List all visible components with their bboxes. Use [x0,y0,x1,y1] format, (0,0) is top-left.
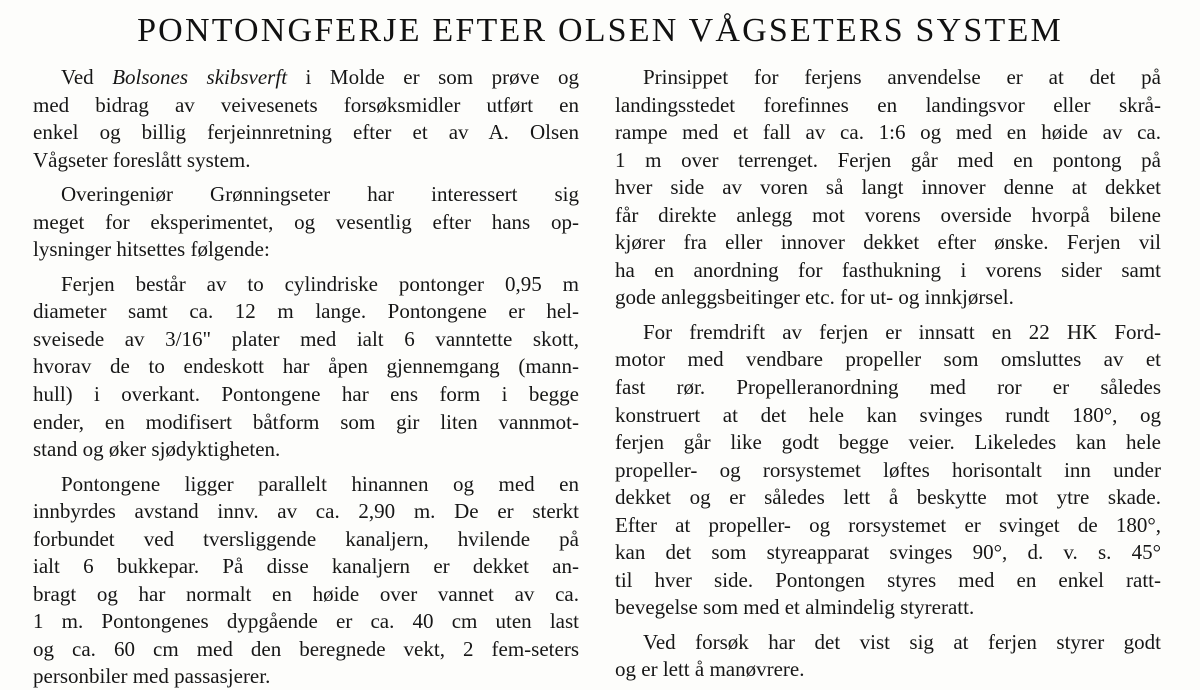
text-line: motor med vendbare propeller som omsluttes av et [615,347,1161,372]
text-line: bragt og har normalt en høide over vannet av ca. [33,581,579,606]
text-line: Pontongene ligger parallelt hinannen og med en [61,471,579,496]
text-line: diameter samt ca. 12 m lange. Pontongene er hel- [33,299,579,324]
text-line: og er lett å manøvrere. [615,657,805,682]
text-line: dekket og er således lett å beskytte mot ytre skade. [615,485,1161,510]
paragraph [33,271,579,464]
text-line: 1 m. Pontongenes dypgående er ca. 40 cm uten last [33,609,579,634]
text-line: ender, en modifisert båtform som gir liten vannmot- [33,409,579,434]
text-column-right [615,64,1161,684]
text-line: til hver side. Pontongen styres med en enkel ratt- [615,567,1161,592]
paragraph [33,64,579,174]
text-line: hver side av voren så langt innover denne at dekket [615,175,1161,200]
shipyard-name: Bolsones skibsverft [112,65,288,89]
text-line: Prinsippet for ferjens anvendelse er at det på [643,65,1161,89]
text-column-left [33,64,579,691]
text-line: meget for eksperimentet, og vesentlig efter hans op- [33,209,579,234]
text-line: Ved forsøk har det vist sig at ferjen styrer godt [643,629,1161,654]
text-line: forbundet ved tversliggende kanaljern, hvilende på [33,526,579,551]
text-line: enkel og billig ferjeinnretning efter et av A. Olsen [33,120,579,145]
text-line: rampe med et fall av ca. 1:6 og med en høide av ca. [615,120,1161,145]
text-line: gode anleggsbeitinger etc. for ut- og innkjørsel. [615,285,1014,310]
text-line: innbyrdes avstand innv. av ca. 2,90 m. De er sterkt [33,499,579,524]
paragraph [615,629,1161,684]
text-line: Ved Bolsones skibsverft i Molde er som prøve og [61,65,579,89]
text-line: propeller- og rorsystemet løftes horisontalt inn under [615,457,1161,482]
text-line: ferjen går like godt begge veier. Likeledes kan hele [615,430,1161,455]
paragraph [615,64,1161,312]
text-line: kan det som styreapparat svinges 90°, d. v. s. 45° [615,540,1161,565]
paragraph [615,319,1161,622]
text-line: lysninger hitsettes følgende: [33,237,270,262]
text-line: ialt 6 bukkepar. På disse kanaljern er dekket an- [33,554,579,579]
text-line: Vågseter foreslått system. [33,147,251,172]
text-line: Overingeniør Grønningseter har interessert sig [61,182,579,207]
text-line: landingsstedet forefinnes en landingsvor eller skrå- [615,92,1161,117]
text-line: kjører fra eller innover dekket efter ønske. Ferjen vil [615,230,1161,255]
text-line: fast rør. Propelleranordning med ror er således [615,375,1161,400]
text-line: Ferjen består av to cylindriske pontonger 0,95 m [61,271,579,296]
text-line: personbiler med passasjerer. [33,664,271,689]
text-line: hull) i overkant. Pontongene har ens form i begge [33,382,579,407]
paragraph [33,181,579,264]
text-line: stand og øker sjødyktigheten. [33,437,281,462]
text-line: bevegelse som med et almindelig styreratt. [615,595,975,620]
text-line: får direkte anlegg mot vorens overside hvorpå bilene [615,202,1161,227]
text-line: med bidrag av veivesenets forsøksmidler utført en [33,92,579,117]
paragraph [33,471,579,691]
text-line: sveisede av 3/16" plater med ialt 6 vanntette skott, [33,326,579,351]
text-line: For fremdrift av ferjen er innsatt en 22 HK Ford- [643,319,1161,344]
text-line: ha en anordning for fasthukning i vorens sider samt [615,257,1161,282]
text-line: konstruert at det hele kan svinges rundt 180°, og [615,402,1161,427]
text-line: 1 m over terrenget. Ferjen går med en pontong på [615,147,1161,172]
text-line: og ca. 60 cm med den beregnede vekt, 2 fem-seters [33,636,579,661]
text-line: hvorav de to endeskott har åpen gjennemgang (mann- [33,354,579,379]
article-title: PONTONGFERJE EFTER OLSEN VÅGSETERS SYSTEM [137,12,1063,49]
text-line: Efter at propeller- og rorsystemet er svinget de 180°, [615,512,1161,537]
